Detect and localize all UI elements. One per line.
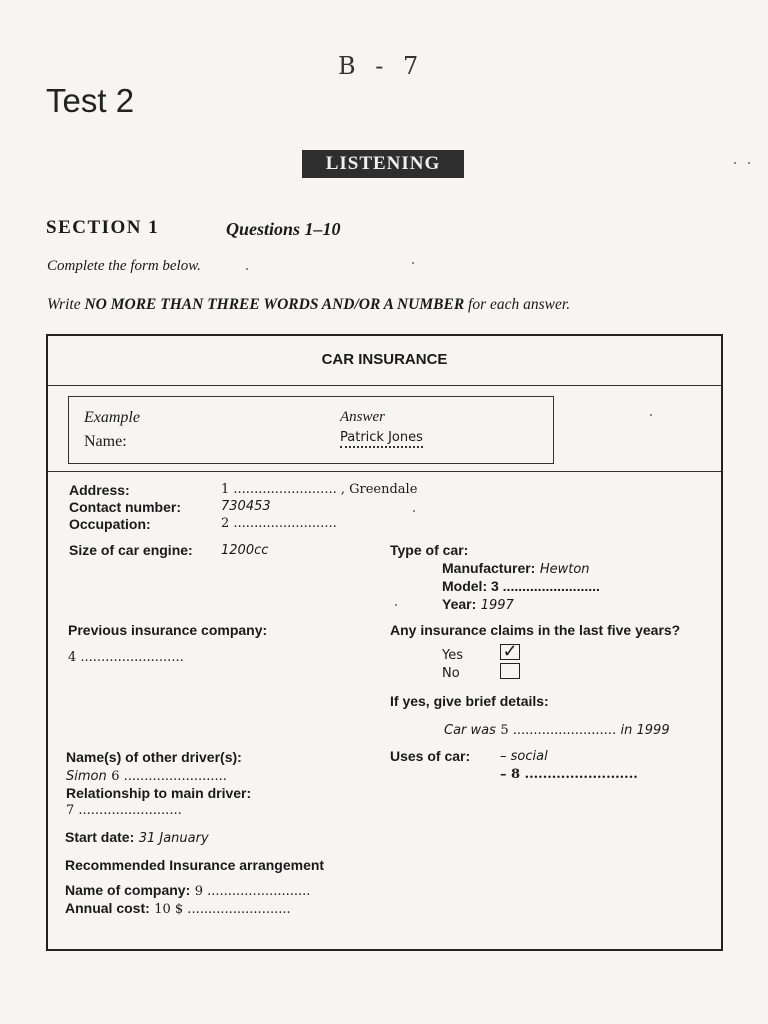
address-label: Address: [69,482,130,498]
scan-speck [650,414,652,416]
answer-label: Answer [340,409,385,425]
uses-blank: – 8 ......................... [500,767,638,782]
no-checkbox[interactable] [500,663,520,679]
instruction-word-limit [47,296,570,314]
year-row [442,596,514,614]
scan-speck [412,262,414,264]
details-post: in 1999 [620,723,670,738]
details-blank: 5 ......................... [500,723,617,738]
yes-label: Yes [442,648,463,663]
contact-label: Contact number: [69,499,181,515]
form-title: CAR INSURANCE [321,351,448,368]
other-drivers-label: Name(s) of other driver(s): [66,749,242,765]
manufacturer-value: Hewton [539,562,590,577]
details-pre: Car was [444,723,496,738]
year-value: 1997 [480,598,514,613]
example-field-label: Name: [84,433,127,450]
relationship-label: Relationship to main driver: [66,785,252,801]
cost-row [65,900,291,918]
example-box [68,396,554,464]
year-label: Year: [442,596,477,612]
uses-label: Uses of car: [390,748,471,764]
occupation-value: 2 ......................... [221,516,337,531]
other-drivers-row [66,767,227,785]
cost-value: 10 $ ......................... [154,902,291,917]
details-row [444,721,670,739]
scan-speck [395,604,397,606]
instruction-pre: Write [47,296,85,313]
cost-label: Annual cost: [65,900,150,916]
company-label: Name of company: [65,882,191,898]
start-label: Start date: [65,829,135,845]
relationship-value: 7 ......................... [66,803,182,818]
type-label: Type of car: [390,542,469,558]
claims-label: Any insurance claims in the last five years? [390,622,681,638]
title-divider [48,385,721,386]
contact-value: 730453 [221,499,271,514]
example-label: Example [84,409,140,426]
questions-range: Questions 1–10 [226,219,341,239]
yes-checkbox[interactable] [500,641,520,661]
company-value: 9 ......................... [194,884,311,899]
scan-speck [748,162,750,164]
prev-company-label: Previous insurance company: [68,622,268,638]
occupation-label: Occupation: [69,516,151,532]
check-mark-icon: ✓ [502,641,518,661]
instruction-bold: NO MORE THAN THREE WORDS AND/OR A NUMBER [84,296,465,313]
handwritten-note: B - 7 [338,52,425,80]
manufacturer-label: Manufacturer: [442,560,536,576]
section-label: SECTION 1 [46,217,160,238]
engine-value: 1200cc [221,543,269,558]
model-label: Model: 3 ......................... [442,578,600,594]
address-value: 1 ......................... , Greendale [221,482,418,497]
listening-banner: LISTENING [302,150,464,178]
other-drivers-blank: 6 ......................... [111,769,227,784]
details-label: If yes, give brief details: [390,693,549,709]
company-row [65,882,310,900]
scan-speck [734,162,736,164]
example-divider [48,471,721,472]
start-date-row [65,829,209,847]
no-label: No [442,666,460,681]
engine-label: Size of car engine: [69,542,193,558]
uses-social: – social [500,749,548,764]
start-value: 31 January [138,831,209,846]
scan-speck [246,268,248,270]
other-drivers-pre: Simon [66,769,107,784]
instruction-post: for each answer. [464,296,571,313]
scan-speck [413,510,415,512]
test-title: Test 2 [46,82,135,119]
manufacturer-row [442,560,590,578]
recommended-label: Recommended Insurance arrangement [65,857,325,873]
prev-company-value: 4 ......................... [68,650,184,665]
example-field-answer: Patrick Jones [340,430,423,448]
instruction-complete: Complete the form below. [47,258,201,274]
